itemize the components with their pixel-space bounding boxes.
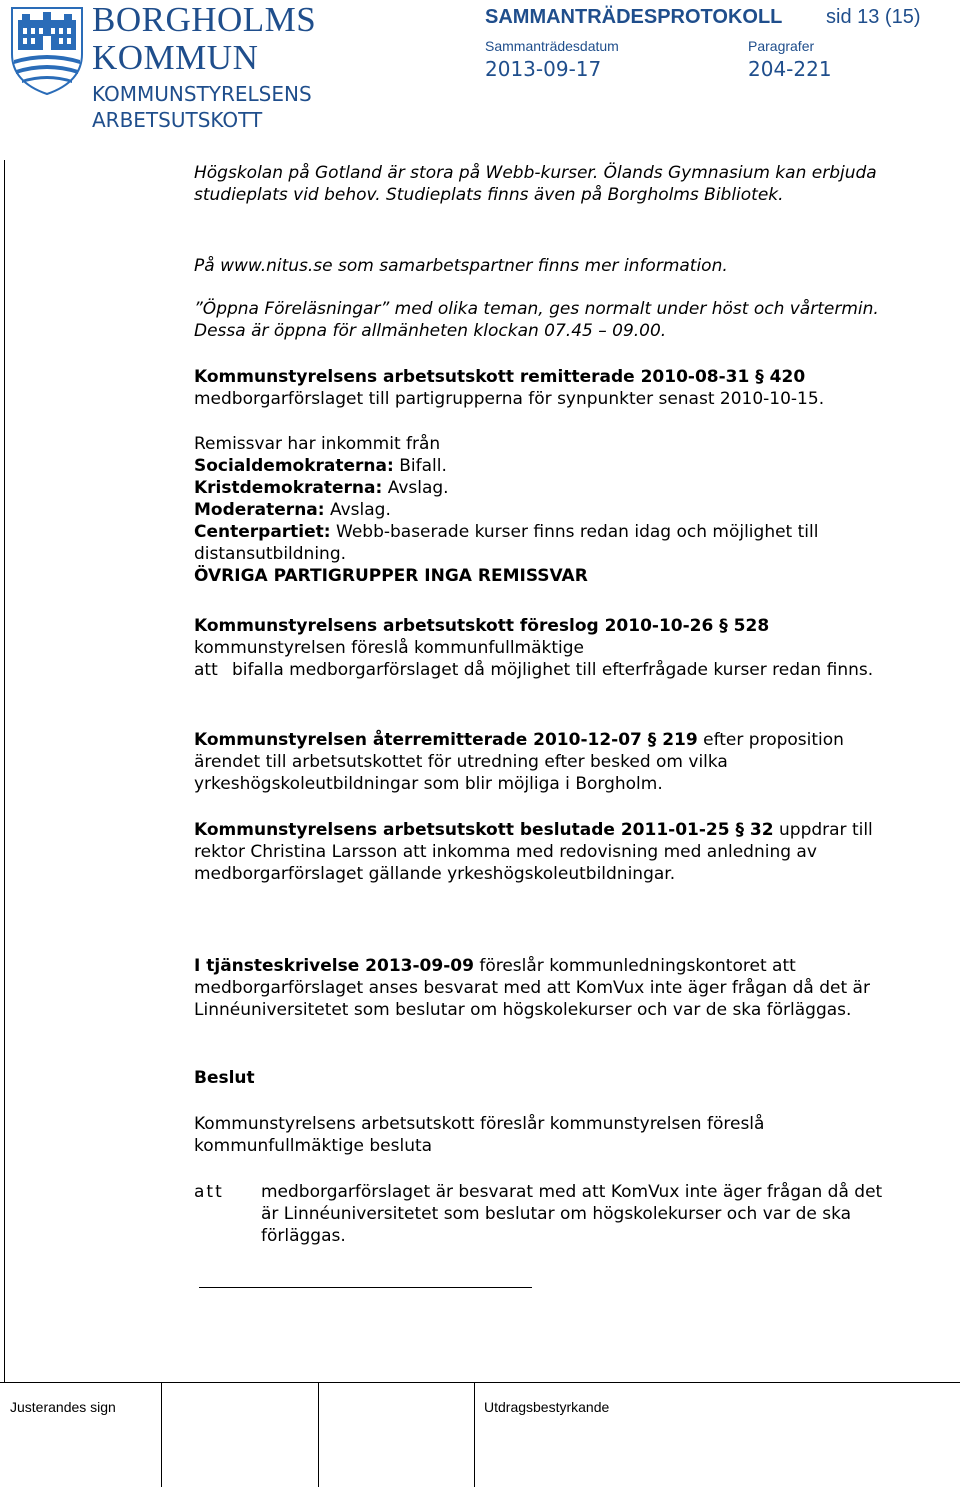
party-s-label: Socialdemokraterna: xyxy=(194,456,394,476)
ks-paragraph xyxy=(194,729,894,795)
beslut-intro-text: Kommunstyrelsens arbetsutskott föreslår kommunstyrelsen föreslå kommunfullmäktige besluta xyxy=(194,1114,765,1156)
remissvar-intro: Remissvar har inkommit från xyxy=(194,434,441,454)
remit-rest: medborgarförslaget till partigrupperna för synpunkter senast 2010-10-15. xyxy=(194,389,825,409)
paragraphs-value: 204-221 xyxy=(748,57,832,81)
justerandes-sign-label: Justerandes sign xyxy=(10,1399,116,1415)
proposal-paragraph xyxy=(194,615,894,681)
intro-paragraph-3 xyxy=(194,298,894,342)
party-kd-label: Kristdemokraterna: xyxy=(194,478,383,498)
utdragsbestyrkande-label: Utdragsbestyrkande xyxy=(484,1399,610,1415)
signature-line xyxy=(199,1287,532,1288)
beslut-att-text: medborgarförslaget är besvarat med att KomVux inte äger frågan då det är Linnéuniversitetet som beslutar om högskolekurser och var de ska förläggas. xyxy=(261,1182,883,1246)
att-label: att xyxy=(194,660,218,680)
org-name-line2: KOMMUN xyxy=(92,38,259,77)
beslut-att-label: att xyxy=(194,1182,224,1202)
beslut-intro xyxy=(194,1113,894,1157)
page-number: sid 13 (15) xyxy=(826,6,921,28)
remissvar-block xyxy=(194,433,894,587)
footer-separator-2 xyxy=(318,1382,319,1487)
tj-rest: föreslår kommunledningskontoret att medborgarförslaget anses besvarat med att KomVux inte äger frågan då det är Linnéuniversitetet som beslutar om högskolekurser och var de ska förläggas. xyxy=(194,956,870,1020)
paragraphs-label: Paragrafer xyxy=(748,38,815,54)
footer-separator-1 xyxy=(161,1382,162,1487)
party-m-label: Moderaterna: xyxy=(194,500,325,520)
proposal-att-clause xyxy=(194,659,894,681)
proposal-bold: Kommunstyrelsens arbetsutskott föreslog 2010-10-26 § 528 xyxy=(194,616,770,636)
meeting-date-value: 2013-09-17 xyxy=(485,57,602,81)
au-rest: uppdrar till rektor Christina Larsson att inkomma med redovisning med anledning av medborgarförslaget gällande yrkeshögskoleutbildningar. xyxy=(194,820,873,884)
margin-rule xyxy=(4,160,5,1382)
remit-paragraph xyxy=(194,366,894,410)
remit-bold: Kommunstyrelsens arbetsutskott remitterade 2010-08-31 § 420 xyxy=(194,367,806,387)
att-text: bifalla medborgarförslaget då möjlighet till efterfrågade kurser redan finns. xyxy=(232,660,874,680)
intro-text-2: På www.nitus.se som samarbetspartner finns mer information. xyxy=(194,256,728,276)
ks-bold: Kommunstyrelsen återremitterade 2010-12-07 § 219 xyxy=(194,730,698,750)
beslut-heading xyxy=(194,1067,894,1089)
footer-separator-3 xyxy=(474,1382,475,1487)
beslut-att-clause xyxy=(194,1181,894,1247)
dept-name-line2: ARBETSUTSKOTT xyxy=(92,108,263,132)
tj-bold: I tjänsteskrivelse 2013-09-09 xyxy=(194,956,474,976)
party-c-value: Webb-baserade kurser finns redan idag och möjlighet till distansutbildning. xyxy=(194,522,819,564)
meeting-date-label: Sammanträdesdatum xyxy=(485,38,619,54)
proposal-rest: kommunstyrelsen föreslå kommunfullmäktige xyxy=(194,638,585,658)
dept-name-line1: KOMMUNSTYRELSENS xyxy=(92,82,312,106)
intro-text-3: ”Öppna Föreläsningar” med olika teman, ges normalt under höst och vårtermin. Dessa är öppna för allmänheten klockan 07.45 – 09.00. xyxy=(194,299,879,341)
au-bold: Kommunstyrelsens arbetsutskott beslutade 2011-01-25 § 32 xyxy=(194,820,774,840)
intro-paragraph-2 xyxy=(194,255,894,277)
borgholm-castle-crest-icon xyxy=(8,4,86,96)
ovriga-notice: ÖVRIGA PARTIGRUPPER INGA REMISSVAR xyxy=(194,566,588,586)
au-paragraph xyxy=(194,819,894,885)
intro-paragraph-1 xyxy=(194,162,894,206)
beslut-heading-text: Beslut xyxy=(194,1068,255,1088)
footer-rule xyxy=(0,1382,960,1383)
party-c-label: Centerpartiet: xyxy=(194,522,331,542)
org-name-line1: BORGHOLMS xyxy=(92,0,317,39)
party-kd-value: Avslag. xyxy=(387,478,449,498)
intro-text-1: Högskolan på Gotland är stora på Webb-kurser. Ölands Gymnasium kan erbjuda studieplats vid behov. Studieplats finns även på Borgholms Bibliotek. xyxy=(194,163,877,205)
tjansteskrivelse-paragraph xyxy=(194,955,894,1021)
ks-rest: efter proposition ärendet till arbetsutskottet för utredning efter besked om vilka yrkeshögskoleutbildningar som blir möjliga i Borgholm. xyxy=(194,730,844,794)
document-title: SAMMANTRÄDESPROTOKOLL xyxy=(485,6,783,28)
party-m-value: Avslag. xyxy=(329,500,391,520)
party-s-value: Bifall. xyxy=(399,456,447,476)
